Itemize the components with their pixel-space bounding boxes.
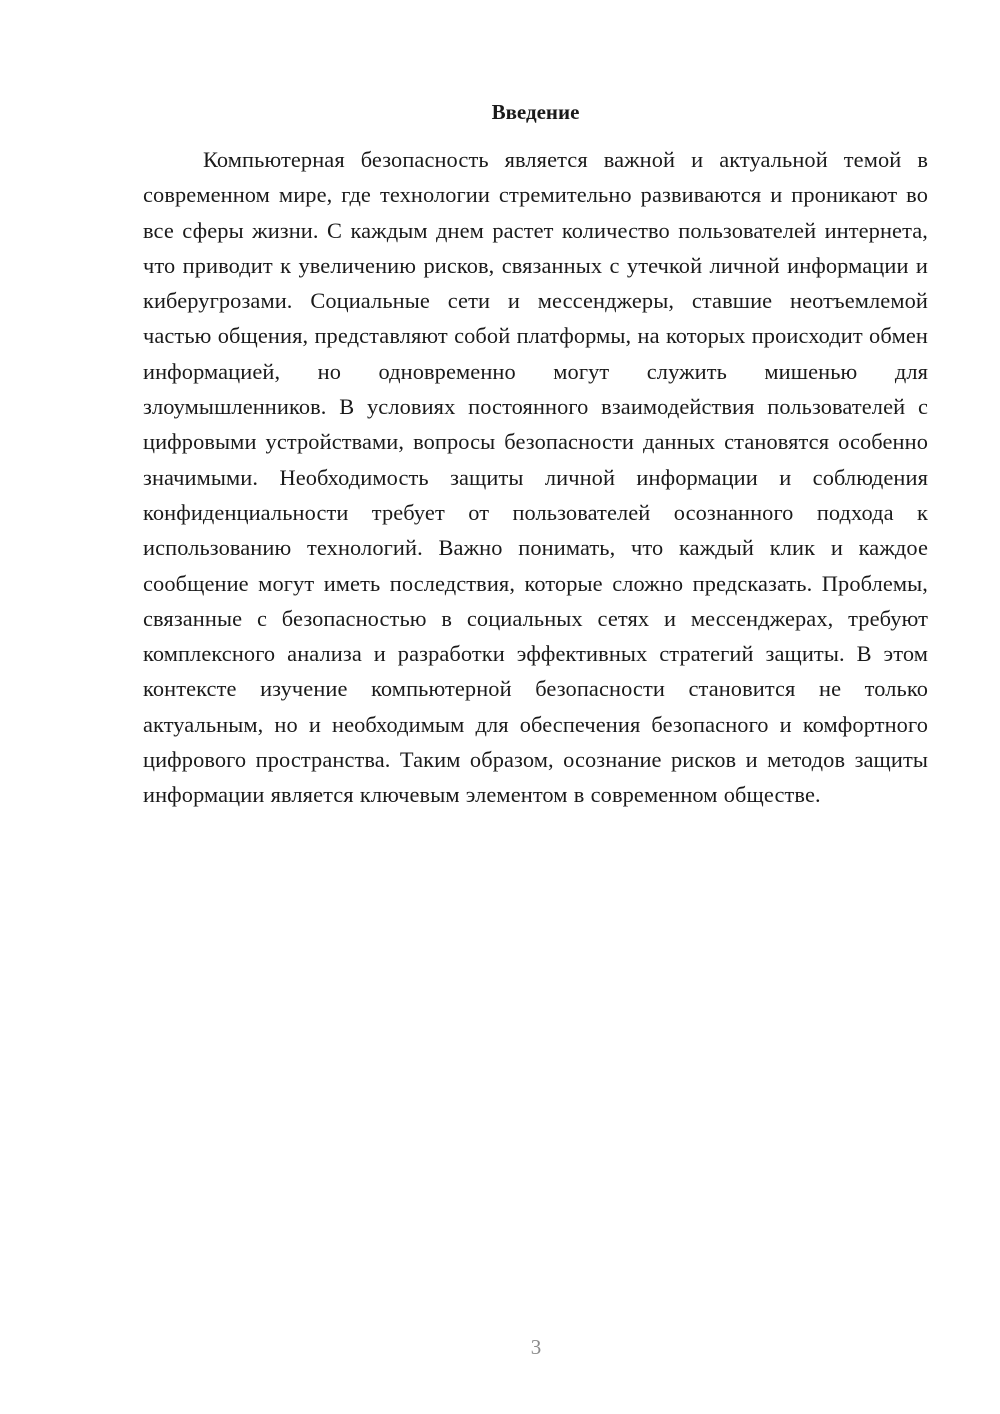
page-number: 3 — [530, 1335, 542, 1359]
section-heading: Введение — [491, 100, 580, 124]
body-paragraph: Компьютерная безопасность является важной и актуальной темой в современном мире, где технологии стремительно развиваются и проникают во все сферы жизни. С каждым днем растет количество пользователей интернета, что приводит к увеличению рисков, связанных с утечкой личной информации и киберугрозами. Социальные сети и мессенджеры, ставшие неотъемлемой частью общения, представляют собой платформы, на которых происходит обмен информацией, но одновременно могут служить мишенью для злоумышленников. В условиях постоянного взаимодействия пользователей с цифровыми устройствами, вопросы безопасности данных становятся особенно значимыми. Необходимость защиты личной информации и соблюдения конфиденциальности требует от пользователей осознанного подхода к использованию технологий. Важно понимать, что каждый клик и каждое сообщение могут иметь последствия, которые сложно предсказать. Проблемы, связанные с безопасностью в социальных сетях и мессенджерах, требуют комплексного анализа и разработки эффективных стратегий защиты. В этом контексте изучение компьютерной безопасности становится не только актуальным, но и необходимым для обеспечения безопасного и комфортного цифрового пространства. Таким образом, осознание рисков и методов защиты информации является ключевым элементом в современном обществе. — [143, 147, 928, 808]
